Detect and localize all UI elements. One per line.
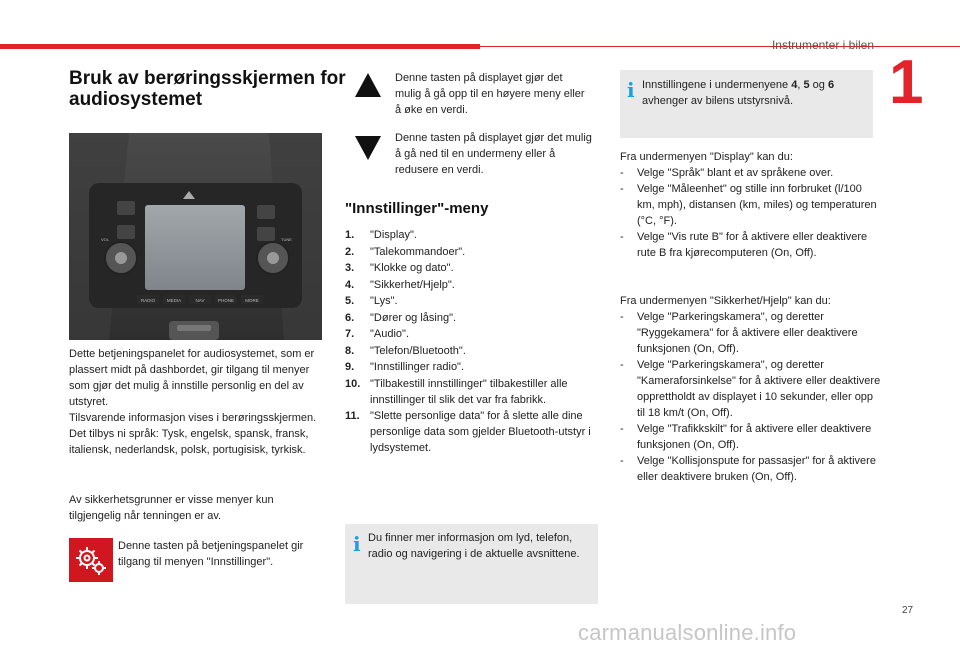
- volume-knob-label: VOL: [101, 237, 110, 242]
- more-button-label: MORE: [245, 298, 259, 303]
- display-submenu-intro: Fra undermenyen "Display" kan du:: [620, 151, 793, 163]
- list-item: 8. "Telefon/Bluetooth".: [345, 344, 466, 357]
- display-submenu-list: [620, 165, 878, 261]
- list-item: 5. "Lys".: [345, 295, 398, 307]
- audio-control-panel-image: [69, 133, 322, 340]
- radio-button-label: RADIO: [140, 298, 156, 303]
- info-icon: i: [627, 78, 635, 102]
- touch-screen: [145, 205, 245, 290]
- list-item: 4. "Sikkerhet/Hjelp".: [345, 278, 455, 291]
- settings-menu-heading: "Innstillinger"-meny: [345, 200, 489, 217]
- info-box-more-info: [345, 524, 598, 604]
- list-item: - Velge "Parkeringskamera", og deretter "Kameraforsinkelse" for å aktivere eller deaktivere opprettholdt av displayet i 10 sekunder, eller opp til 18 km/t (On, Off).: [620, 357, 882, 421]
- list-item: - Velge "Måleenhet" og stille inn forbruket (l/100 km, mph), distansen (km, miles) og temperaturen (°C, °F).: [620, 181, 878, 229]
- settings-menu-list: [345, 227, 600, 457]
- safety-submenu-intro: Fra undermenyen "Sikkerhet/Hjelp" kan du:: [620, 295, 831, 307]
- list-item: 11. "Slette personlige data" for å slette alle dine personlige data som gjelder Bluetooth-utstyr i lydsystemet.: [345, 410, 591, 454]
- page-number: 27: [902, 605, 914, 616]
- list-item: 7. "Audio".: [345, 328, 409, 340]
- header-red-bar: [0, 44, 480, 49]
- display-info-paragraph: Tilsvarende informasjon vises i berøringsskjermen.: [69, 412, 317, 424]
- list-item: 1. "Display".: [345, 229, 417, 241]
- nav-button-label: NAV: [195, 298, 205, 303]
- arrow-up-icon: [355, 73, 381, 97]
- languages-paragraph: Det tilbys ni språk: Tysk, engelsk, spansk, fransk, italiensk, nederlandsk, polsk, portugisisk, tyrkisk.: [69, 428, 309, 456]
- safety-paragraph: Av sikkerhetsgrunner er visse menyer kun tilgjengelig når tenningen er av.: [69, 494, 274, 522]
- header-thin-line: [480, 46, 960, 47]
- list-item: 6. "Dører og låsing".: [345, 311, 457, 324]
- list-item: - Velge "Vis rute B" for å aktivere eller deaktivere rute B fra kjørecomputeren (On, Off).: [620, 229, 878, 261]
- list-item: - Velge "Parkeringskamera", og deretter "Ryggekamera" for å aktivere eller deaktivere funksjonen (On, Off).: [620, 309, 882, 357]
- list-item: 9. "Innstillinger radio".: [345, 361, 465, 373]
- list-item: 10. "Tilbakestill innstillinger" tilbakestiller alle innstillinger til slik det var fra fabrikk.: [345, 377, 568, 406]
- page-title: Bruk av berøringsskjermen for audiosystemet: [69, 68, 346, 110]
- list-item: 2. "Talekommandoer".: [345, 245, 466, 258]
- list-item: - Velge "Språk" blant et av språkene over.: [620, 165, 878, 181]
- section-title: Instrumenter i bilen: [771, 38, 874, 52]
- chapter-number: 1: [889, 48, 924, 117]
- phone-button-label: PHONE: [217, 298, 235, 303]
- intro-paragraph: Dette betjeningspanelet for audiosystemet, som er plassert midt på dashbordet, gir tilgang til menyer som gjør det mulig å innstille personlig en del av utstyret.: [69, 348, 315, 408]
- gear-icon: [69, 538, 113, 582]
- gear-key-description: Denne tasten på betjeningspanelet gir tilgang til menyen "Innstillinger".: [118, 540, 304, 568]
- settings-gear-key: [69, 538, 113, 582]
- info-icon: i: [353, 532, 361, 556]
- audio-panel-illustration: [69, 133, 322, 340]
- arrow-down-icon: [355, 136, 381, 160]
- list-item: - Velge "Trafikkskilt" for å aktivere eller deaktivere funksjonen (On, Off).: [620, 421, 882, 453]
- tune-knob-label: TUNE: [281, 237, 292, 242]
- safety-submenu-list: [620, 309, 882, 485]
- media-button-label: MEDIA: [166, 298, 182, 303]
- info-box-text: Du finner mer informasjon om lyd, telefon, radio og navigering i de aktuelle avsnittene.: [368, 532, 580, 560]
- display-submenu-section: [620, 149, 878, 261]
- list-item: - Velge "Kollisjonspute for passasjer" for å aktivere eller deaktivere bruken (On, Off).: [620, 453, 882, 485]
- watermark: carmanualsonline.info: [578, 620, 797, 645]
- info-box-equipment-text: Innstillingene i undermenyene 4, 5 og 6 avhenger av bilens utstyrsnivå.: [642, 79, 835, 107]
- safety-submenu-section: [620, 293, 882, 485]
- intro-text-block: [69, 346, 321, 458]
- list-item: 3. "Klokke og dato".: [345, 262, 454, 274]
- up-key-description: Denne tasten på displayet gjør det mulig å gå opp til en høyere meny eller å øke en verdi.: [395, 72, 585, 116]
- info-box-equipment: [620, 70, 873, 138]
- down-key-description: Denne tasten på displayet gjør det mulig å gå ned til en undermeny eller å redusere en verdi.: [395, 132, 592, 176]
